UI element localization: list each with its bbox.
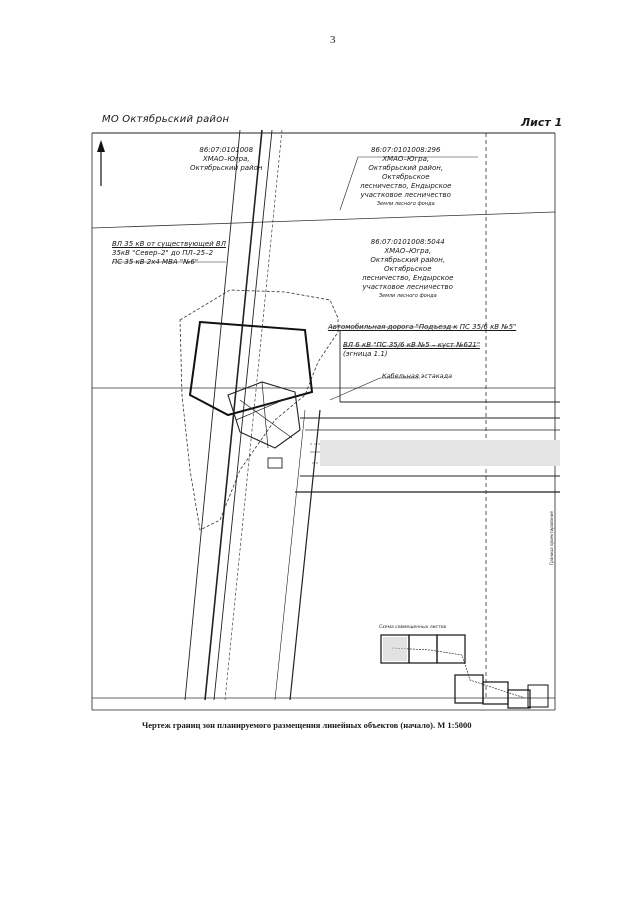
sheet-label: Лист 1 [521, 116, 563, 129]
parcel-3-line: ХМАО–Югра, [384, 247, 432, 255]
parcel-1-number: 86:07:0101008 [199, 146, 254, 154]
parcel-2-label [360, 146, 451, 209]
parcel-3-note: Земли лесного фонда [378, 293, 437, 299]
parcel-3-label [362, 238, 453, 301]
parcel-2-line: лесничество, Ендырское [360, 182, 452, 190]
north-arrow-icon [97, 140, 105, 186]
parcel-3-line: участковое лесничество [362, 283, 453, 291]
parcel-1-district: Октябрьский район [190, 164, 263, 172]
vl35-line: ПС 35 кВ 2х4 МВА "№6" [112, 258, 199, 266]
road-label: Автомобильная дорога "Подъезд к ПС 35/6 кВ №5" [328, 323, 517, 331]
vl35-line: 35кВ "Север–2" до ПЛ–25–2 [112, 249, 214, 257]
parcel-2-line: Октябрьский район, [368, 164, 444, 172]
scheme-label: Схема совмещенных листов [379, 625, 447, 630]
sheet-scheme [381, 635, 548, 708]
parcel-3-line: лесничество, Ендырское [362, 274, 454, 282]
parcel-2-line: Октябрьское [381, 173, 430, 181]
drawing-caption: Чертеж границ зон планируемого размещения линейных объектов (начало). М 1:5000 [142, 720, 472, 730]
vl6-line-1: ВЛ 6 кВ "ПС 35/6 кВ №5 – куст №621" [343, 341, 481, 349]
parcel-3-number: 86:07:0101008:5044 [370, 238, 445, 246]
vl35-label [112, 240, 226, 267]
municipality-label: МО Октябрьский район [102, 114, 230, 125]
parcel-2-number: 86:07:0101008:296 [371, 146, 441, 154]
parcel-2-line: участковое лесничество [360, 191, 451, 199]
vl35-line: ВЛ 35 кВ от существующей ВЛ [112, 240, 226, 248]
cable-label: Кабельная эстакада [382, 372, 453, 380]
vl6-label [343, 341, 480, 359]
grid-lines [92, 133, 555, 700]
parcel-1-region: ХМАО–Югра, [202, 155, 250, 163]
parcel-3-line: Октябрьское [383, 265, 432, 273]
parcel-2-line: ХМАО–Югра, [382, 155, 430, 163]
parcel-1-label [190, 146, 262, 173]
parcel-2-note: Земли лесного фонда [376, 201, 435, 207]
vl6-line-2: (эгница 1.1) [343, 350, 388, 358]
vertical-note: Граница проектирования [549, 511, 554, 565]
parcel-3-line: Октябрьский район, [370, 256, 446, 264]
page-number: 3 [330, 34, 336, 46]
vl35-corridor [185, 130, 320, 700]
